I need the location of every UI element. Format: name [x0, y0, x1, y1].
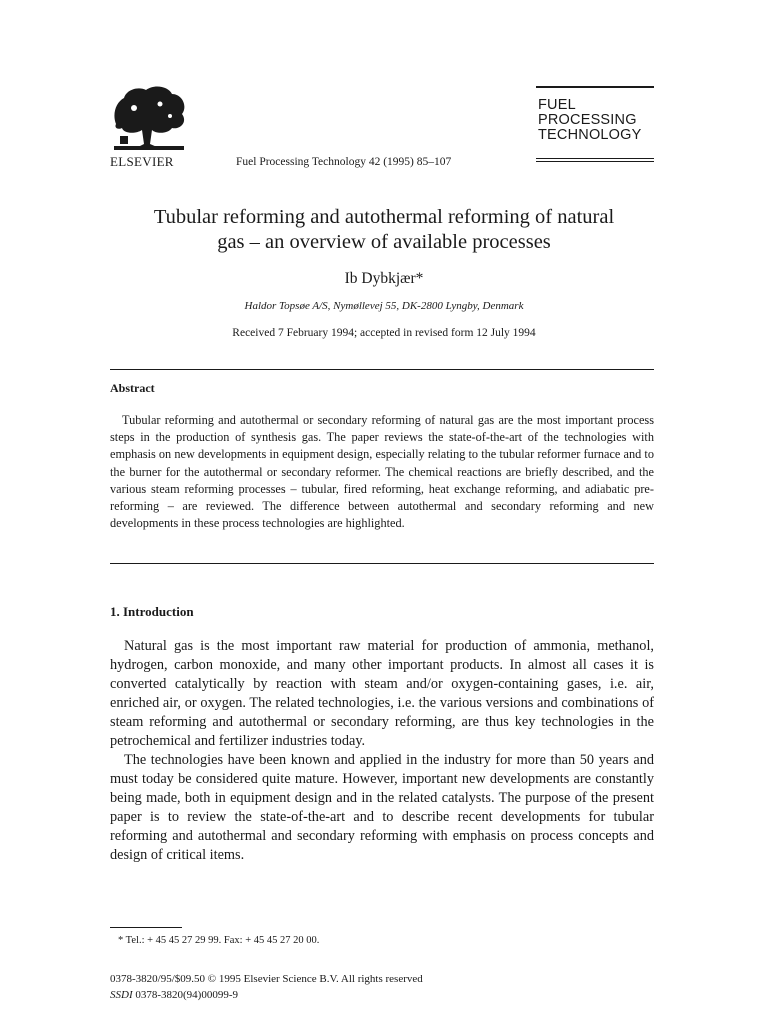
ssdi-line [110, 987, 423, 1003]
title-line: gas – an overview of available processes [217, 231, 551, 253]
journal-line: PROCESSING [538, 112, 637, 128]
journal-line: FUEL [538, 97, 576, 113]
divider [110, 563, 654, 564]
title-line: Tubular reforming and autothermal reforming of natural [153, 206, 615, 228]
footnote-rule [110, 927, 182, 928]
author-affiliation: Haldor Topsøe A/S, Nymøllevej 55, DK-2800 Lyngby, Denmark [244, 300, 524, 312]
paragraph: The technologies have been known and applied in the industry for more than 50 years and must today be considered quite mature. However, important new developments are constantly being made, both in equipment design and in the related catalysts. The purpose of the present paper is to review the state-of-the-art and to describe recent developments for tubular reforming and autothermal and secondary reforming with emphasis on process concepts and design of critical items. [110, 752, 654, 863]
journal-line: TECHNOLOGY [538, 127, 642, 143]
journal-citation: Fuel Processing Technology 42 (1995) 85–107 [236, 156, 452, 168]
author-name: Ib Dybkjær* [344, 270, 424, 287]
copyright-line: 0378-3820/95/$09.50 © 1995 Elsevier Science B.V. All rights reserved [110, 973, 423, 985]
ssdi-value: 0378-3820(94)00099-9 [135, 989, 239, 1001]
divider [110, 369, 654, 370]
section-heading: 1. Introduction [110, 604, 194, 619]
abstract-text: Tubular reforming and autothermal or secondary reforming of natural gas are the most important process steps in the production of synthesis gas. The paper reviews the state-of-the-art of the technologies with emphasis on new developments in equipment design, especially relating to the tubular reformer furnace and to the burner for the autothermal or secondary reformer. The chemical reactions are briefly described, and the various steam reforming processes – tubular, fired reforming, heat exchange reforming, and adiabatic pre-reforming – are reviewed. The difference between autothermal and secondary reforming and new developments in these process technologies are highlighted. [110, 413, 654, 531]
publisher-name: ELSEVIER [110, 154, 174, 169]
journal-rule [536, 86, 654, 88]
received-dates: Received 7 February 1994; accepted in revised form 12 July 1994 [232, 327, 536, 339]
elsevier-tree-logo [110, 84, 188, 152]
introduction-body [110, 637, 654, 865]
journal-rule [536, 158, 654, 159]
ssdi-label: SSDI [110, 989, 133, 1001]
article-title [60, 205, 708, 255]
abstract-heading: Abstract [110, 381, 155, 395]
copyright-block [110, 971, 423, 1003]
journal-rule [536, 161, 654, 162]
journal-name [538, 98, 642, 143]
paragraph: Natural gas is the most important raw material for production of ammonia, methanol, hydrogen, carbon monoxide, and many other important products. In almost all cases it is converted catalytically by reaction with steam and/or oxygen-containing gases, i.e. air, enriched air, or oxygen. The related technologies, i.e. the various versions and combinations of steam reforming and autothermal or secondary reforming, are thus key technologies in the petrochemical and fertilizer industries today. [110, 638, 654, 749]
author-footnote: * Tel.: + 45 45 27 29 99. Fax: + 45 45 27 20 00. [118, 935, 320, 946]
